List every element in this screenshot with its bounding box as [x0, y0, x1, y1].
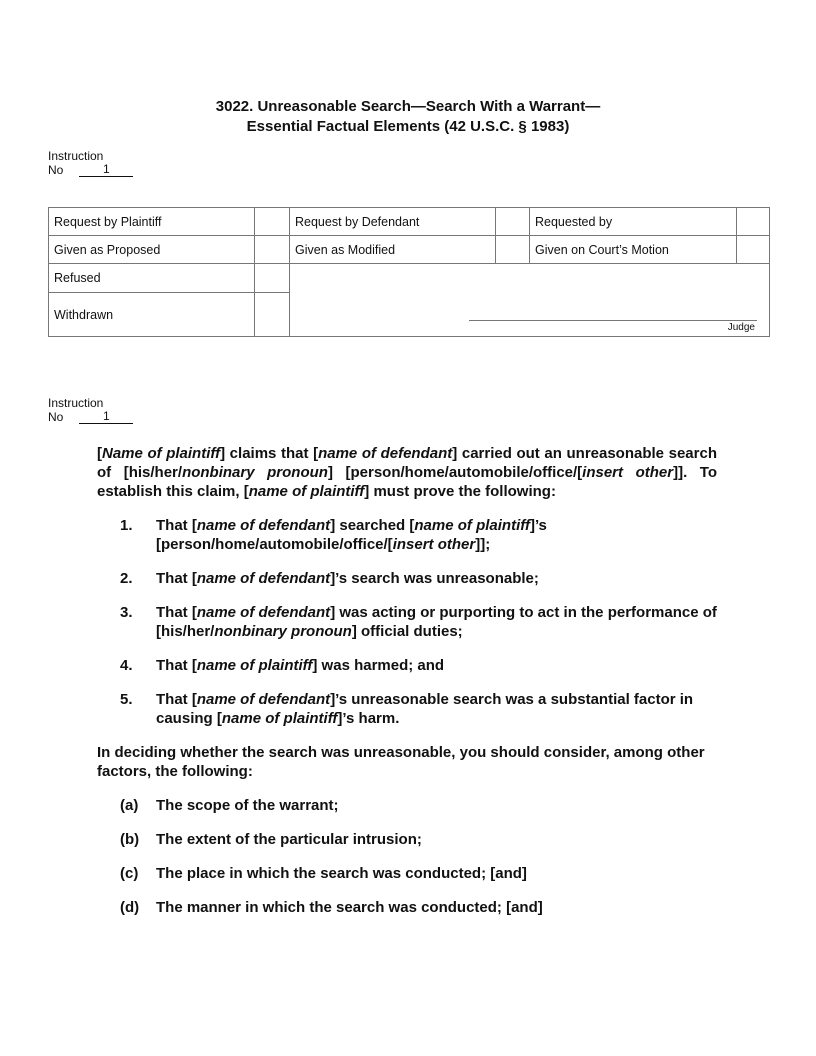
requested-by-label: Requested by	[530, 208, 737, 236]
placeholder-text: name of defendant	[318, 445, 453, 462]
factor-item	[97, 796, 717, 815]
request-by-plaintiff-label: Request by Plaintiff	[49, 208, 255, 236]
title-line-2: Essential Factual Elements (42 U.S.C. § 1983)	[246, 118, 570, 135]
element-item	[97, 603, 717, 641]
placeholder-text: name of plaintiff	[248, 483, 365, 500]
instruction-label: Instruction	[48, 396, 104, 410]
factor-text: The manner in which the search was conducted; [and]	[156, 899, 543, 916]
request-status-table	[48, 207, 770, 337]
element-number: 5.	[120, 691, 133, 708]
instruction-no-label: No	[48, 163, 64, 177]
factor-item	[97, 898, 717, 917]
refused-checkbox[interactable]	[255, 264, 290, 293]
instruction-number-block-bottom	[48, 396, 133, 424]
given-as-proposed-checkbox[interactable]	[255, 236, 290, 264]
factor-label: (c)	[120, 865, 139, 882]
element-text: That [name of defendant] searched [name of plaintiff]’s [person/home/automobile/office/[insert other]];	[156, 517, 547, 553]
instruction-number-field[interactable]: 1	[79, 410, 133, 424]
judge-signature-cell	[290, 264, 770, 337]
given-on-courts-motion-label: Given on Court’s Motion	[530, 236, 737, 264]
element-text: That [name of plaintiff] was harmed; and	[156, 657, 445, 674]
instruction-no-label: No	[48, 410, 64, 424]
given-as-modified-label: Given as Modified	[290, 236, 496, 264]
factor-label: (b)	[120, 831, 140, 848]
element-number: 3.	[120, 604, 133, 621]
placeholder-text: nonbinary pronoun	[182, 464, 328, 481]
given-as-proposed-label: Given as Proposed	[49, 236, 255, 264]
factors-list	[97, 796, 717, 917]
judge-label: Judge	[727, 322, 755, 333]
instruction-number-field[interactable]: 1	[79, 163, 133, 177]
element-number: 4.	[120, 657, 133, 674]
factor-text: The place in which the search was conducted; [and]	[156, 865, 527, 882]
instruction-title	[0, 97, 816, 137]
withdrawn-label: Withdrawn	[49, 293, 255, 337]
requested-by-checkbox[interactable]	[737, 208, 770, 236]
essential-elements-list	[97, 516, 717, 728]
element-item	[97, 690, 717, 728]
request-by-plaintiff-checkbox[interactable]	[255, 208, 290, 236]
factor-text: The scope of the warrant;	[156, 797, 339, 814]
withdrawn-checkbox[interactable]	[255, 293, 290, 337]
placeholder-text: Name of plaintiff	[102, 445, 221, 462]
element-text: That [name of defendant] was acting or purporting to act in the performance of [his/her/nonbinary pronoun] official duties;	[156, 604, 717, 640]
claim-intro-paragraph: [Name of plaintiff] claims that [name of defendant] carried out an unreasonable search of [his/her/nonbinary pronoun] [person/home/automobile/office/[insert other]]. To establish this claim, [name of plaintiff] must prove the following:	[97, 445, 717, 500]
consider-factors-paragraph: In deciding whether the search was unreasonable, you should consider, among other factors, the following:	[97, 744, 705, 780]
instruction-number-block-top	[48, 149, 133, 177]
factor-item	[97, 830, 717, 849]
element-number: 2.	[120, 570, 133, 587]
request-by-defendant-checkbox[interactable]	[496, 208, 530, 236]
factor-label: (a)	[120, 797, 139, 814]
refused-label: Refused	[49, 264, 255, 293]
element-item	[97, 656, 717, 675]
title-line-1: 3022. Unreasonable Search—Search With a Warrant—	[215, 98, 601, 115]
element-item	[97, 569, 717, 588]
factor-text: The extent of the particular intrusion;	[156, 831, 422, 848]
element-number: 1.	[120, 517, 133, 534]
given-on-courts-motion-checkbox[interactable]	[737, 236, 770, 264]
element-item	[97, 516, 717, 554]
request-by-defendant-label: Request by Defendant	[290, 208, 496, 236]
factor-item	[97, 864, 717, 883]
instruction-label: Instruction	[48, 149, 104, 163]
instruction-body	[97, 444, 717, 917]
given-as-modified-checkbox[interactable]	[496, 236, 530, 264]
element-text: That [name of defendant]’s search was unreasonable;	[156, 570, 539, 587]
factor-label: (d)	[120, 899, 140, 916]
element-text: That [name of defendant]’s unreasonable search was a substantial factor in causing [name of plaintiff]’s harm.	[156, 691, 694, 727]
judge-signature-line[interactable]	[469, 320, 757, 321]
placeholder-text: insert other	[582, 464, 674, 481]
